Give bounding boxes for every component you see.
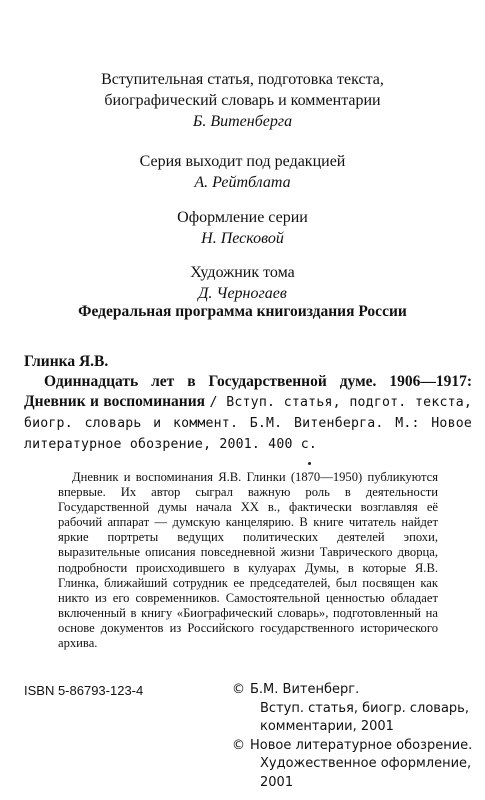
credit-series-editor: [0, 151, 485, 193]
copyright-symbol: ©: [232, 682, 245, 697]
annotation-paragraph: Дневник и воспоминания Я.В. Глинки (1870—1950) публикуются впервые. Их автор сыграл важную роль в деятельности Государственной думы начала XX в., фактически возглавляя её рабочий аппарат — думскую канцелярию. В книге читатель найдет яркие портреты ведущих политических деятелей эпохи, выразительные описания повседневной жизни Таврического дворца, подробности происходившего в кулуарах Думы, в которые Я.В. Глинка, ближайший сотрудник ее председателей, был посвящен как никто из его современников. Самостоятельной ценностью обладает включенный в книгу «Биографический словарь», подготовленный на основе документов из Российского государственного исторического архива.: [58, 470, 438, 651]
credit-name: Н. Песковой: [201, 230, 284, 247]
credit-name: Б. Витенберга: [192, 113, 293, 130]
credit-line: Серия выходит под редакцией: [139, 153, 346, 170]
record-title: Одиннадцать лет в Государственной думе. 1906—1917: Дневник и воспоминания: [24, 373, 472, 410]
credit-artist: [0, 262, 485, 304]
credit-introduction: [0, 69, 485, 132]
copyright-line: Художественное оформление, 2001: [260, 756, 472, 790]
credit-series-design: [0, 207, 485, 249]
credit-line: Оформление серии: [177, 209, 308, 226]
record-details: / Вступ. статья, подгот. текста, биогр. словарь и коммент. Б.М. Витенберга. М.: Новое литературное обозрение, 2001. 400 с.: [24, 395, 473, 452]
credit-name: Д. Черногаев: [198, 285, 287, 302]
record-entry: [24, 372, 472, 455]
credit-line: Художник тома: [190, 264, 295, 281]
copyright-holder: Б.М. Витенберг.: [250, 682, 360, 697]
copyright-holder: Новое литературное обозрение.: [250, 737, 473, 753]
credit-name: А. Рейтблата: [194, 174, 291, 191]
copyright-line: Вступ. статья, биогр. словарь,: [260, 700, 469, 716]
copyright-block: [232, 681, 477, 793]
bibliographic-record: [24, 352, 472, 455]
copyright-symbol: ©: [232, 737, 245, 753]
credit-line: биографический словарь и комментарии: [104, 92, 381, 109]
copyright-line: [232, 681, 477, 700]
copyright-line: комментарии, 2001: [260, 719, 394, 735]
record-author: Глинка Я.В.: [24, 353, 109, 370]
credit-line: Вступительная статья, подготовка текста,: [101, 71, 384, 88]
separator-dot: [308, 462, 311, 465]
isbn-number: ISBN 5-86793-123-4: [24, 683, 144, 698]
copyright-line: [232, 737, 477, 756]
program-heading: Федеральная программа книгоиздания России: [78, 303, 407, 320]
